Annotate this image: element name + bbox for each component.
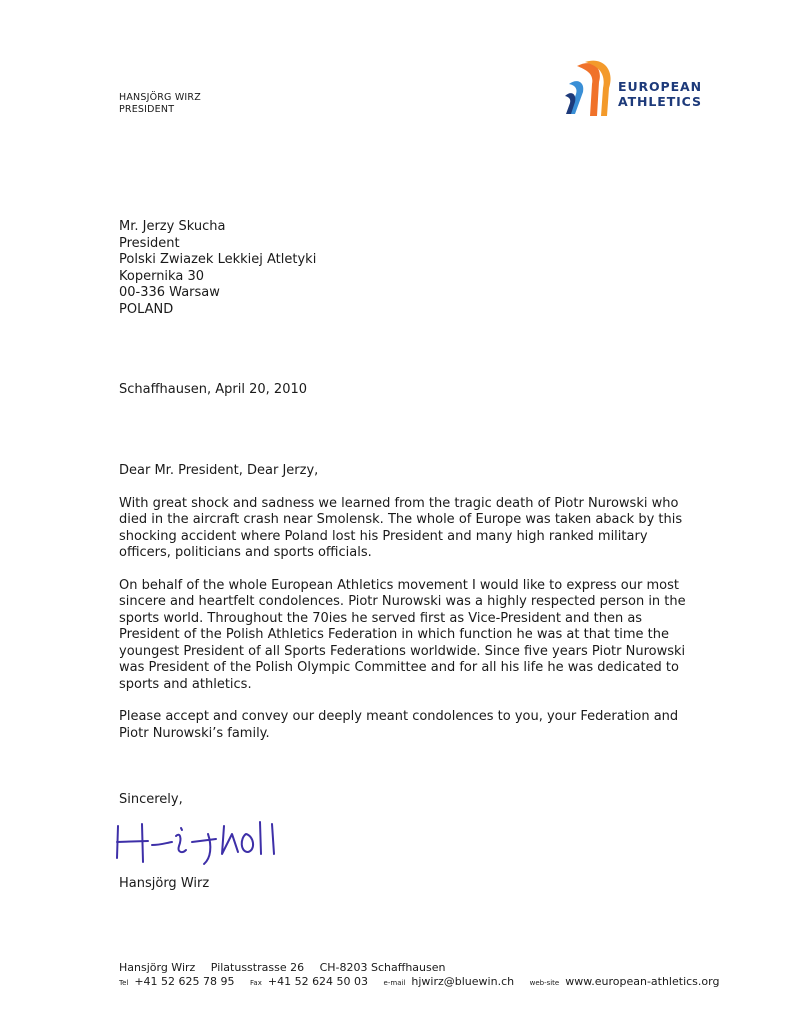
closing: Sincerely, xyxy=(119,792,183,807)
european-athletics-logo xyxy=(563,60,708,120)
signer-name: Hansjörg Wirz xyxy=(119,876,210,891)
paragraph: Please accept and convey our deeply meant condolences to you, your Federation and Piotr Nurowski’s family. xyxy=(119,709,679,741)
website-label: web-site xyxy=(529,979,560,987)
logo-wordmark xyxy=(618,79,702,109)
sender-block xyxy=(119,92,201,116)
tel-number: +41 52 625 78 95 xyxy=(134,975,235,988)
logo-line-1: EUROPEAN xyxy=(618,79,702,94)
logo-mark-icon xyxy=(563,60,619,120)
paragraph: With great shock and sadness we learned from the tragic death of Piotr Nurowski who died in the aircraft crash near Smolensk. The whole of Europe was taken aback by this shocking accident where Poland lost his President and many high ranked military officers, politicians and sports officials. xyxy=(119,495,683,560)
letter-body xyxy=(119,463,699,758)
fax-label: Fax xyxy=(250,979,262,987)
website-link[interactable]: www.european-athletics.org xyxy=(565,975,720,988)
tel-label: Tel xyxy=(119,979,129,987)
recipient-country: POLAND xyxy=(119,301,174,317)
recipient-street: Kopernika 30 xyxy=(119,268,204,284)
recipient-address xyxy=(119,219,316,319)
handwritten-signature xyxy=(108,812,298,874)
footer-name: Hansjörg Wirz xyxy=(119,961,196,974)
paragraph: On behalf of the whole European Athletics movement I would like to express our most sincere and heartfelt condolences. Piotr Nurowski was a highly respected person in the sports world. Throughout the 70ies he served first as Vice-President and then as President of the Polish Athletics Federation in which function he was at that time the youngest President of all Sports Federations worldwide. Since five years Piotr Nurowski was President of the Polish Olympic Committee and for all his life he was dedicated to sports and athletics. xyxy=(119,577,686,692)
recipient-title: President xyxy=(119,235,180,251)
sender-name: HANSJÖRG WIRZ xyxy=(119,92,201,103)
fax-number: +41 52 624 50 03 xyxy=(267,975,369,988)
email-link[interactable]: hjwirz@bluewin.ch xyxy=(411,975,515,988)
letter-date: Schaffhausen, April 20, 2010 xyxy=(119,382,308,397)
email-label: e-mail xyxy=(383,979,406,987)
logo-line-2: ATHLETICS xyxy=(618,94,702,109)
recipient-organization: Polski Zwiazek Lekkiej Atletyki xyxy=(119,252,317,268)
recipient-city: 00-336 Warsaw xyxy=(119,285,220,301)
recipient-name: Mr. Jerzy Skucha xyxy=(119,219,226,234)
footer-city: CH-8203 Schaffhausen xyxy=(319,961,446,974)
footer-contact xyxy=(119,975,719,988)
salutation: Dear Mr. President, Dear Jerzy, xyxy=(119,463,319,478)
sender-title: PRESIDENT xyxy=(119,104,175,115)
footer-street: Pilatusstrasse 26 xyxy=(210,961,305,974)
footer-address xyxy=(119,961,445,974)
